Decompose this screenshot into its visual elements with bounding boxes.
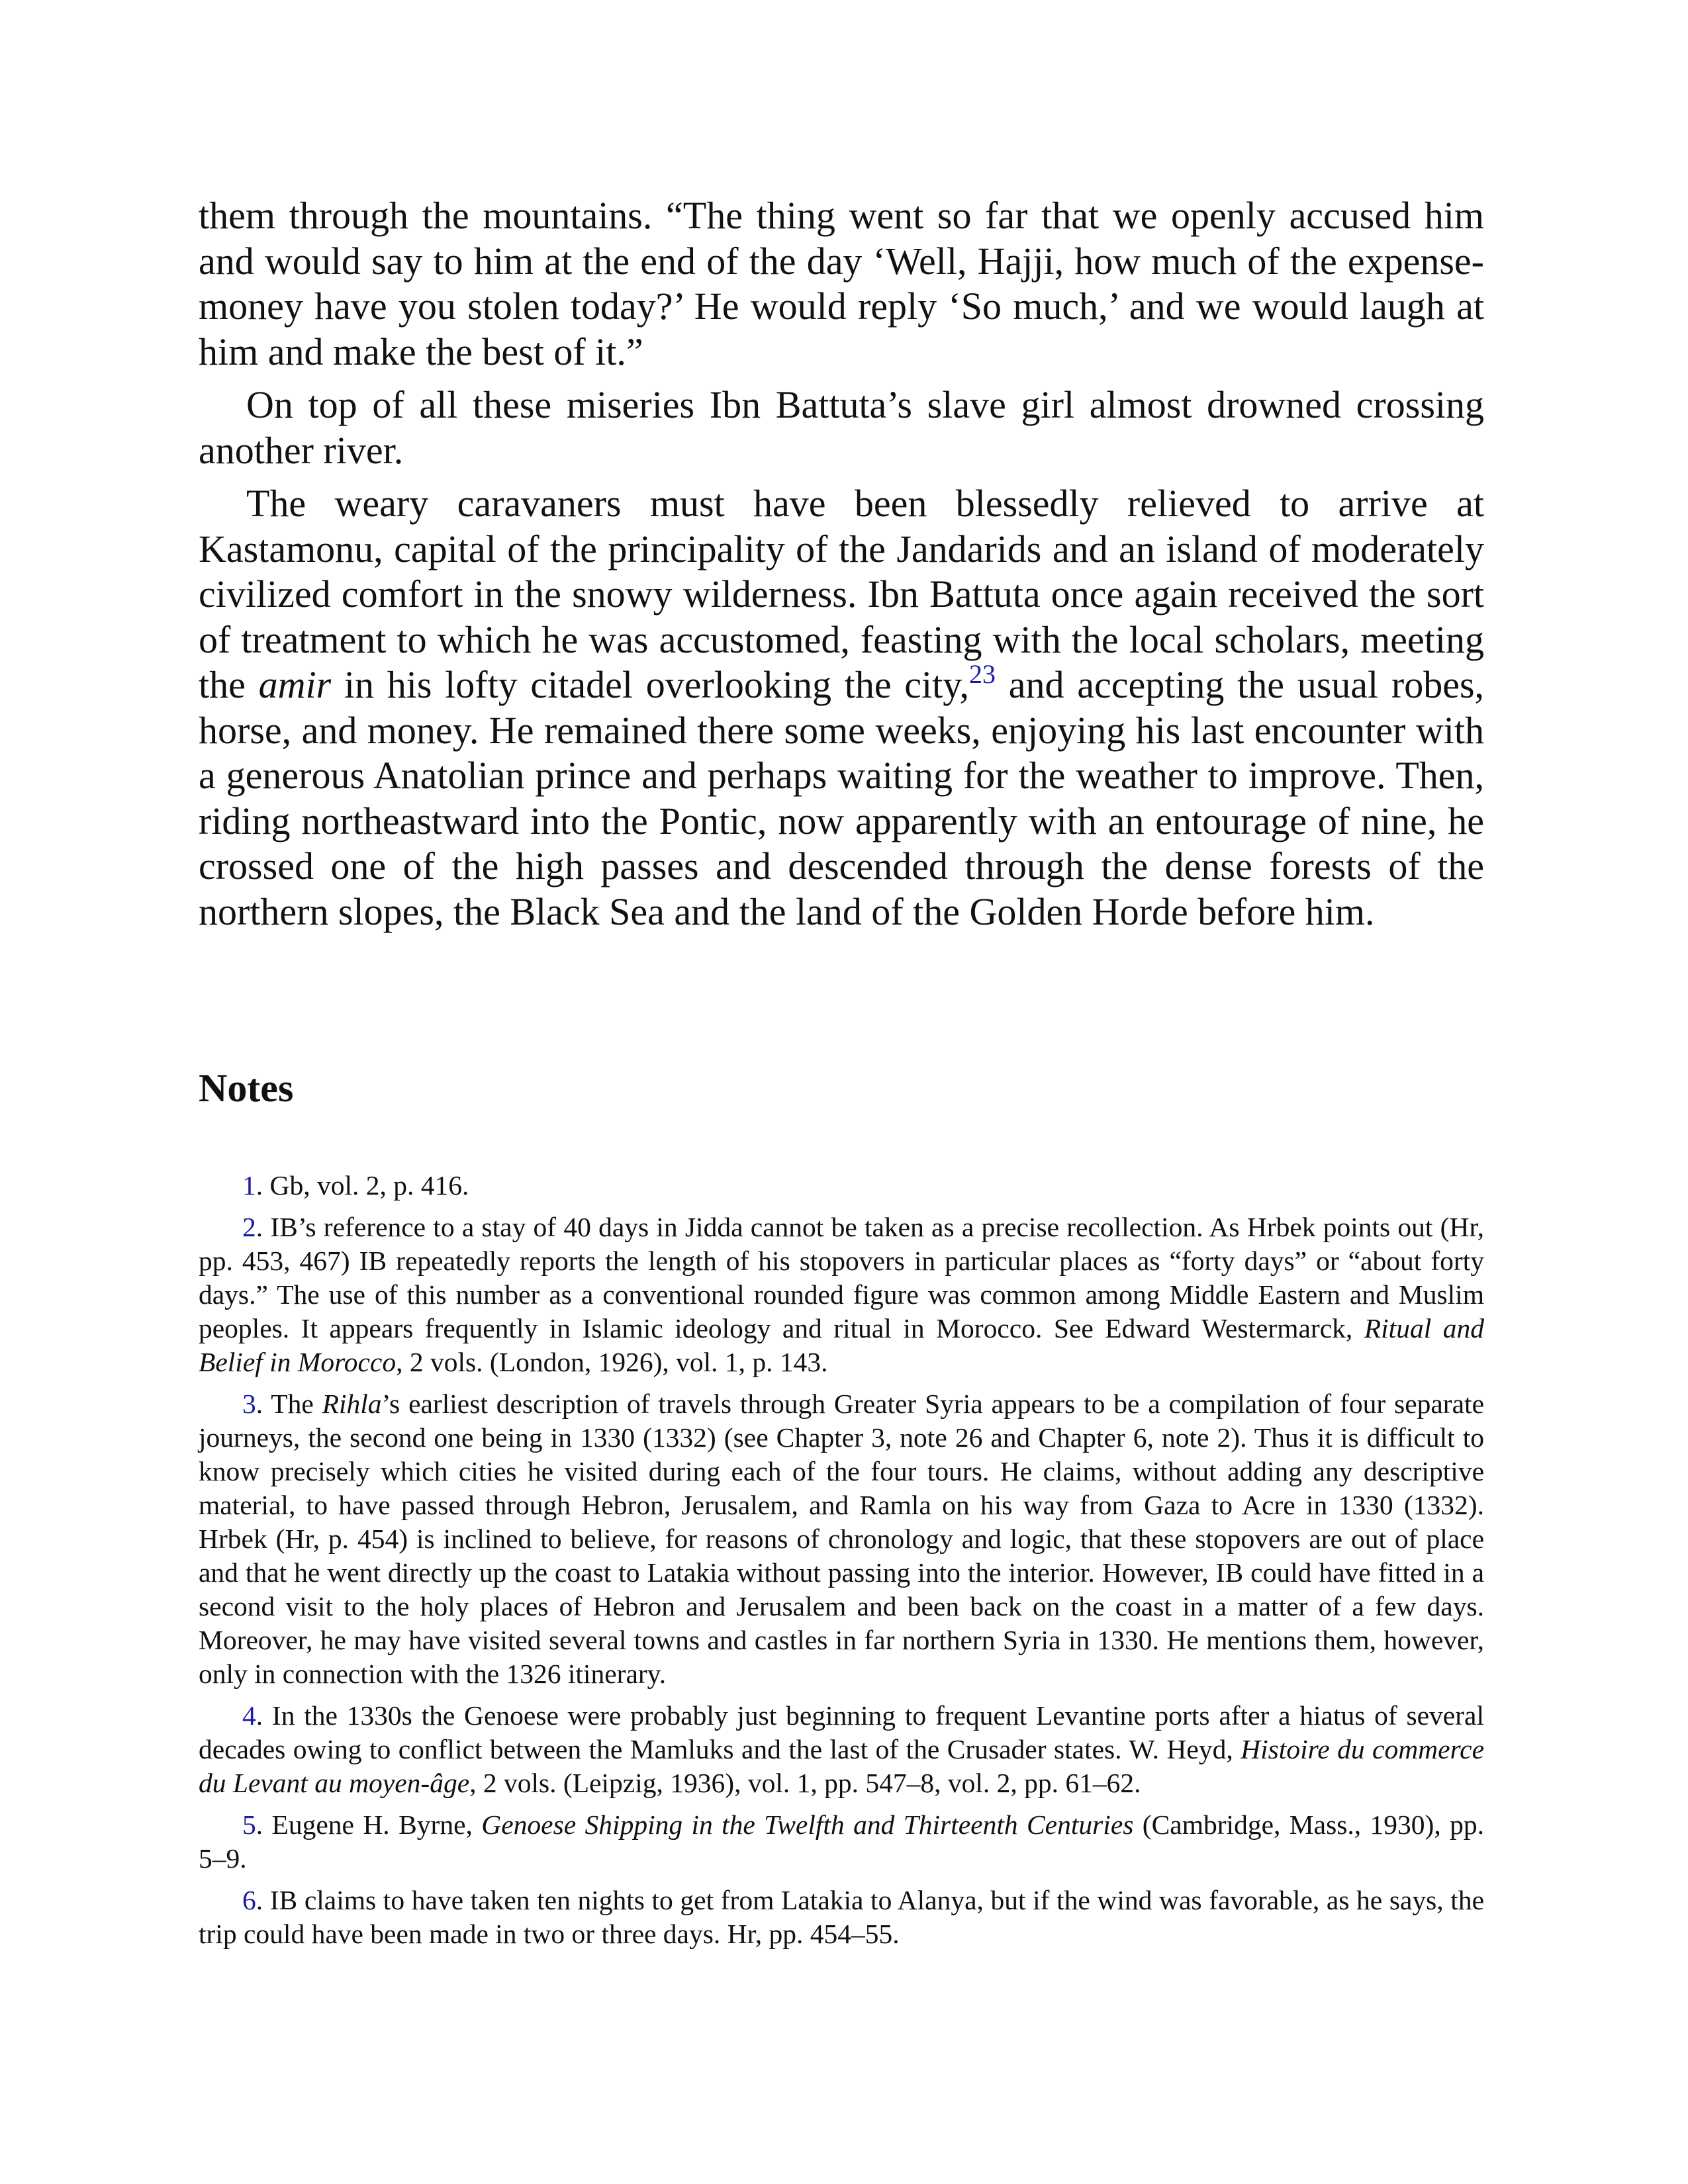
paragraph-1: them through the mountains. “The thing went so far that we openly accused him and would say to him at the end of the day ‘Well, Hajji, how much of the expense-money have you stolen today?’ He would reply ‘So much,’ and we would laugh at him and make the best of it.”: [199, 194, 1484, 373]
note-6: [199, 1884, 1484, 1951]
note-3-number-link[interactable]: 3: [242, 1388, 256, 1419]
notes-list: [199, 1169, 1484, 1959]
note-4-text-b: , 2 vols. (Leipzig, 1936), vol. 1, pp. 547–8, vol. 2, pp. 61–62.: [469, 1768, 1141, 1798]
note-2-title: Ritual and Belief in Morocco: [199, 1313, 1484, 1377]
note-5-text-a: . Eugene H. Byrne,: [256, 1809, 482, 1840]
note-4-title: Histoire du commerce du Levant au moyen-âge: [199, 1734, 1485, 1798]
paragraph-3-part-c: and accepting the usual robes, horse, and money. He remained there some weeks, enjoying his last encounter with a generous Anatolian prince and perhaps waiting for the weather to improve. Then, riding northeastward into the Pontic, now apparently with an entourage of nine, he crossed one of the high passes and descended through the dense forests of the northern slopes, the Black Sea and the land of the Golden Horde before him.: [199, 663, 1485, 933]
paragraph-3: [199, 481, 1484, 934]
note-5-title: Genoese Shipping in the Twelfth and Thirteenth Centuries: [481, 1809, 1134, 1840]
note-2-number-link[interactable]: 2: [242, 1212, 256, 1242]
term-amir: amir: [258, 663, 332, 706]
note-3-title: Rihla: [322, 1388, 382, 1419]
note-6-number-link[interactable]: 6: [242, 1885, 256, 1915]
page: [199, 193, 1485, 1949]
note-1-number-link[interactable]: 1: [242, 1170, 256, 1201]
footnote-ref-23[interactable]: 23: [969, 659, 996, 689]
note-3: [199, 1387, 1484, 1691]
paragraph-3-part-b: in his lofty citadel overlooking the city,: [331, 663, 970, 706]
paragraph-3-part-a: The weary caravaners must have been blessedly relieved to arrive at Kastamonu, capital of the principality of the Jandarids and an island of moderately civilized comfort in the snowy wilderness. Ibn Battuta once again received the sort of treatment to which he was accustomed, feasting with the local scholars, meeting the: [199, 482, 1484, 706]
note-4: [199, 1699, 1484, 1800]
note-3-text-b: ’s earliest description of travels through Greater Syria appears to be a compilation of four separate journeys, the second one being in 1330 (1332) (see Chapter 3, note 26 and Chapter 6, note 2). Thus it is difficult to know precisely which cities he visited during each of the four tours. He claims, without adding any descriptive material, to have passed through Hebron, Jerusalem, and Ramla on his way from Gaza to Acre in 1330 (1332). Hrbek (Hr, p. 454) is inclined to believe, for reasons of chronology and logic, that these stopovers are out of place and that he went directly up the coast to Latakia without passing into the interior. However, IB could have fitted in a second visit to the holy places of Hebron and Jerusalem and been back on the coast in a matter of a few days. Moreover, he may have visited several towns and castles in far northern Syria in 1330. He mentions them, however, only in connection with the 1326 itinerary.: [199, 1388, 1484, 1689]
note-4-number-link[interactable]: 4: [242, 1700, 256, 1731]
note-2-text-a: . IB’s reference to a stay of 40 days in Jidda cannot be taken as a precise recollection. As Hrbek points out (Hr, pp. 453, 467) IB repeatedly reports the length of his stopovers in particular places as “forty days” or “about forty days.” The use of this number as a conventional rounded figure was common among Middle Eastern and Muslim peoples. It appears frequently in Islamic ideology and ritual in Morocco. See Edward Westermarck,: [199, 1212, 1484, 1343]
note-4-text-a: . In the 1330s the Genoese were probably just beginning to frequent Levantine ports after a hiatus of several decades owing to conflict between the Mamluks and the last of the Crusader states. W. Heyd,: [199, 1700, 1484, 1764]
note-1: [199, 1169, 1484, 1203]
note-6-text: . IB claims to have taken ten nights to get from Latakia to Alanya, but if the wind was favorable, as he says, the trip could have been made in two or three days. Hr, pp. 454–55.: [199, 1885, 1484, 1949]
notes-heading: Notes: [199, 1066, 294, 1110]
note-2-text-b: , 2 vols. (London, 1926), vol. 1, p. 143.: [396, 1347, 828, 1377]
note-5-text-b: (Cambridge, Mass., 1930), pp. 5–9.: [199, 1809, 1484, 1874]
note-5: [199, 1808, 1484, 1876]
note-2: [199, 1210, 1484, 1379]
note-5-number-link[interactable]: 5: [242, 1809, 256, 1840]
paragraph-2: On top of all these miseries Ibn Battuta’s slave girl almost drowned crossing another river.: [199, 383, 1484, 472]
body-text: [199, 193, 1484, 934]
note-1-text: . Gb, vol. 2, p. 416.: [256, 1170, 469, 1201]
note-3-text-a: . The: [256, 1388, 322, 1419]
